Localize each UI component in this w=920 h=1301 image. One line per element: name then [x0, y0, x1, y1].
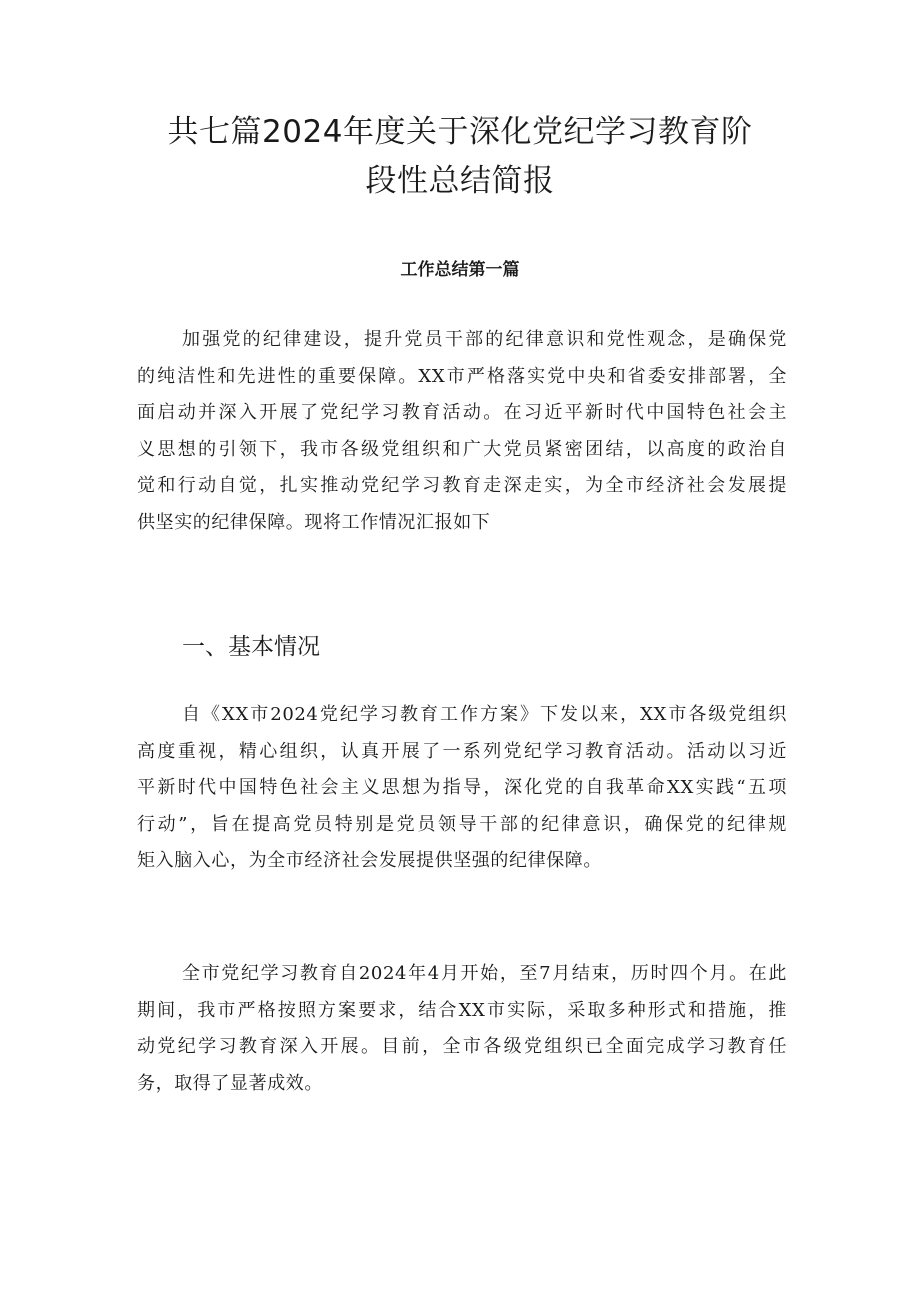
- paragraph-2: [137, 697, 787, 880]
- paragraph-2-line: 自《XX市2024党纪学习教育工作方案》下发以来，XX市各级党组织: [182, 704, 787, 725]
- paragraph-2-line: 高度重视，精心组织，认真开展了一系列党纪学习教育活动。活动以习近: [137, 740, 787, 762]
- paragraph-2-line: 平新时代中国特色社会主义思想为指导，深化党的自我革命XX实践“五项: [137, 777, 787, 799]
- paragraph-1-line: 义思想的引领下，我市各级党组织和广大党员紧密团结，以高度的政治自: [137, 438, 787, 460]
- document-title-line-1: 共七篇2024年度关于深化党纪学习教育阶: [167, 114, 753, 150]
- paragraph-1: [137, 322, 787, 542]
- paragraph-3-line: 期间，我市严格按照方案要求，结合XX市实际，采取多种形式和措施，推: [137, 999, 787, 1021]
- paragraph-1-line: 觉和行动自觉，扎实推动党纪学习教育走深走实，为全市经济社会发展提: [137, 475, 787, 497]
- document-title: [140, 108, 780, 206]
- paragraph-3-line: 全市党纪学习教育自2024年4月开始，至7月结束，历时四个月。在此: [182, 963, 787, 984]
- paragraph-2-line: 矩入脑入心，为全市经济社会发展提供坚强的纪律保障。: [137, 850, 602, 872]
- document-title-line-2: 段性总结简报: [365, 163, 555, 199]
- paragraph-1-line: 加强党的纪律建设，提升党员干部的纪律意识和党性观念，是确保党: [182, 329, 787, 350]
- paragraph-1-line: 供坚实的纪律保障。现将工作情况汇报如下: [137, 511, 491, 533]
- paragraph-3-line: 务，取得了显著成效。: [137, 1072, 323, 1094]
- paragraph-3-line: 动党纪学习教育深入开展。目前，全市各级党组织已全面完成学习教育任: [137, 1036, 787, 1058]
- paragraph-1-line: 的纯洁性和先进性的重要保障。XX市严格落实党中央和省委安排部署，全: [137, 365, 787, 387]
- paragraph-1-line: 面启动并深入开展了党纪学习教育活动。在习近平新时代中国特色社会主: [137, 402, 787, 424]
- paragraph-2-line: 行动”，旨在提高党员特别是党员领导干部的纪律意识，确保党的纪律规: [137, 813, 787, 835]
- section-title: 工作总结第一篇: [400, 260, 520, 280]
- paragraph-3: [137, 956, 787, 1102]
- heading-basic-situation: 一、基本情况: [182, 634, 320, 660]
